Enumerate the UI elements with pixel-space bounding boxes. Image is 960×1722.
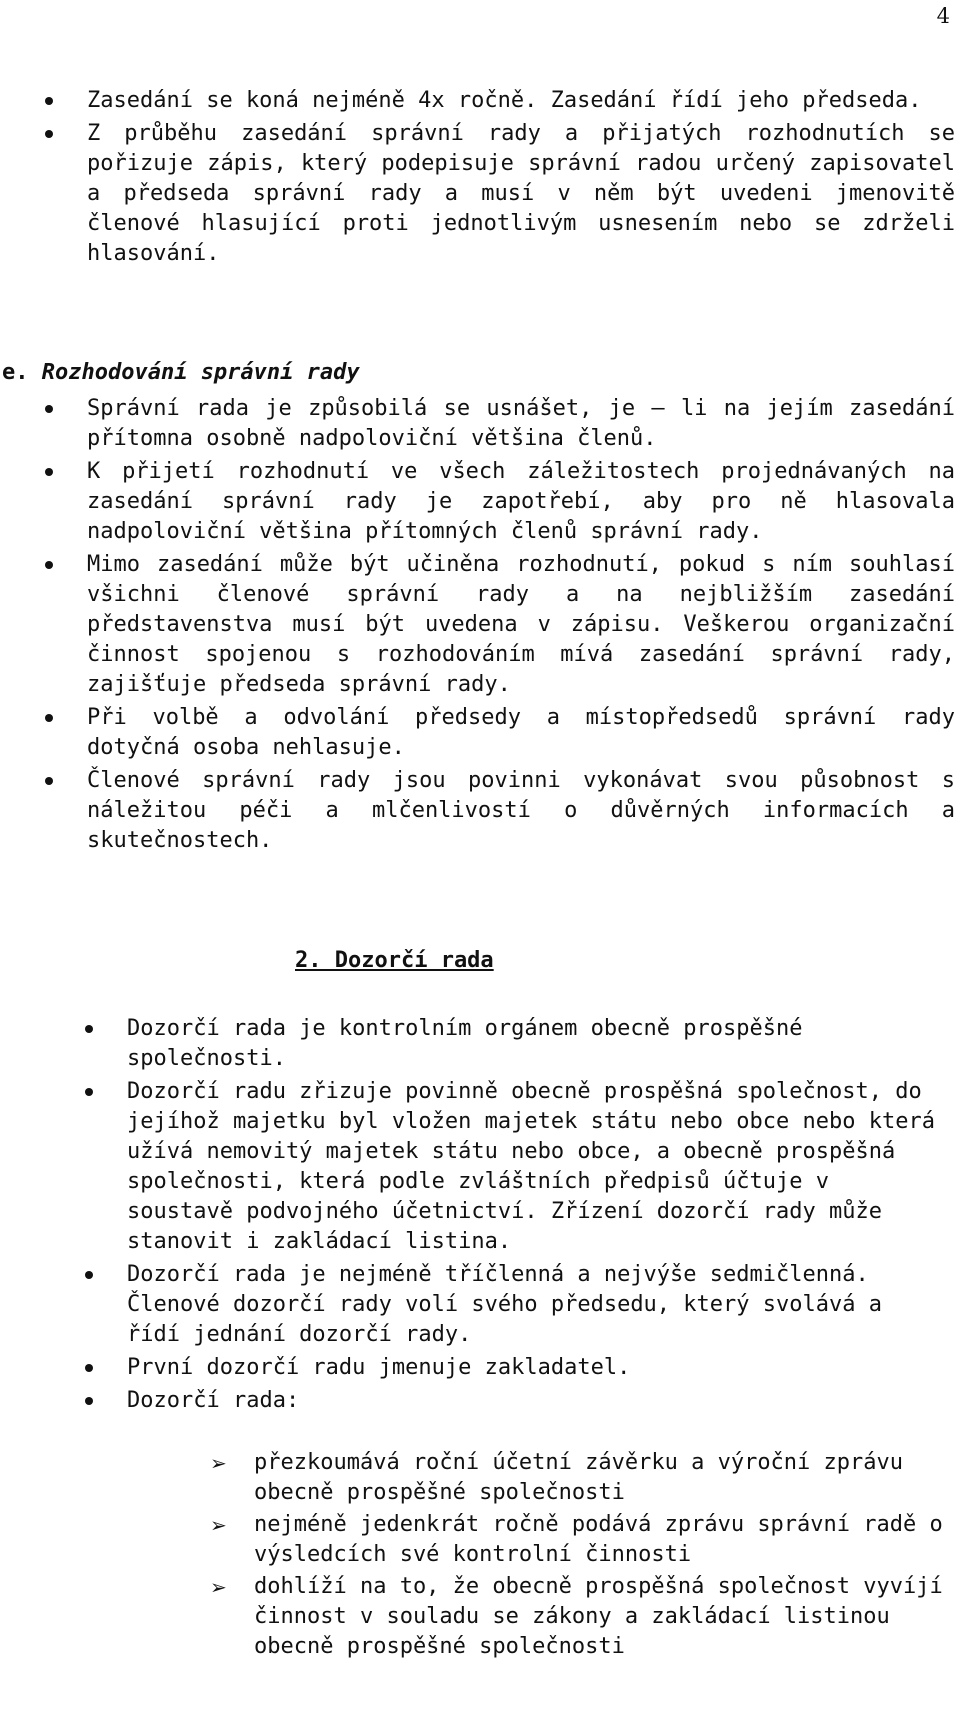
bullet-icon <box>45 561 53 569</box>
list-item <box>87 86 955 116</box>
section-e-list <box>87 394 955 859</box>
section-e-title: Rozhodování správní rady <box>41 360 360 385</box>
arrow-bullet-icon: ➢ <box>210 1575 227 1599</box>
list-item-text: Členové správní rady jsou povinni vykonávat svou působnost s náležitou péči a mlčenlivostí o důvěrných informacích a skutečnostech. <box>87 768 955 853</box>
bullet-icon <box>45 97 53 105</box>
list-item <box>87 550 955 700</box>
list-item-text: Dozorčí rada je kontrolním orgánem obecně prospěšné společnosti. <box>127 1016 803 1071</box>
list-item <box>127 1353 935 1383</box>
bullet-icon <box>45 777 53 785</box>
list-item <box>87 119 955 269</box>
list-item <box>87 703 955 763</box>
list-item <box>127 1077 935 1257</box>
list-item-text: Správní rada je způsobilá se usnášet, je – li na jejím zasedání přítomna osobně nadpoloviční většina členů. <box>87 396 955 451</box>
section-d-list <box>87 86 955 272</box>
arrow-bullet-icon: ➢ <box>210 1451 227 1475</box>
list-item-text: K přijetí rozhodnutí ve všech záležitostech projednávaných na zasedání správní rady je zapotřebí, aby pro ně hlasovala nadpoloviční většina přítomných členů správní rady. <box>87 459 955 544</box>
section-2-sublist <box>210 1448 954 1664</box>
list-item-text: Dozorčí rada: <box>127 1388 300 1413</box>
list-item <box>127 1260 935 1350</box>
list-item <box>87 457 955 547</box>
bullet-icon <box>45 130 53 138</box>
list-item-text: Zasedání se koná nejméně 4x ročně. Zasedání řídí jeho předseda. <box>87 88 922 113</box>
bullet-icon <box>45 405 53 413</box>
list-item <box>127 1014 935 1074</box>
bullet-icon <box>85 1397 93 1405</box>
list-item <box>87 766 955 856</box>
bullet-icon <box>85 1364 93 1372</box>
bullet-icon <box>45 714 53 722</box>
page-number: 4 <box>936 4 950 28</box>
bullet-icon <box>85 1025 93 1033</box>
section-e-heading <box>2 358 360 388</box>
sub-list-item <box>210 1448 954 1508</box>
sub-list-item-text: přezkoumává roční účetní závěrku a výroční zprávu obecně prospěšné společnosti <box>254 1450 904 1505</box>
list-item <box>87 394 955 454</box>
list-item <box>127 1386 935 1416</box>
bullet-icon <box>85 1271 93 1279</box>
sub-list-item-text: dohlíží na to, že obecně prospěšná společnost vyvíjí činnost v souladu se zákony a zakládací listinou obecně prospěšné společnosti <box>254 1574 943 1659</box>
sub-list-item <box>210 1510 954 1570</box>
bullet-icon <box>85 1088 93 1096</box>
arrow-bullet-icon: ➢ <box>210 1513 227 1537</box>
list-item-text: Z průběhu zasedání správní rady a přijatých rozhodnutích se pořizuje zápis, který podepisuje správní radou určený zapisovatel a předseda správní rady a musí v něm být uvedeni jmenovitě členové hlasující proti jednotlivým usnesením nebo se zdrželi hlasování. <box>87 121 955 266</box>
section-e-label: e. <box>2 360 29 385</box>
list-item-text: První dozorčí radu jmenuje zakladatel. <box>127 1355 631 1380</box>
sub-list-item <box>210 1572 954 1662</box>
list-item-text: Dozorčí rada je nejméně tříčlenná a nejvýše sedmičlenná. Členové dozorčí rady volí svého předsedu, který svolává a řídí jednání dozorčí rady. <box>127 1262 882 1347</box>
section-2-list <box>127 1014 935 1419</box>
bullet-icon <box>45 468 53 476</box>
list-item-text: Dozorčí radu zřizuje povinně obecně prospěšná společnost, do jejíhož majetku byl vložen majetek státu nebo obce nebo která užívá nemovitý majetek státu nebo obce, a obecně prospěšná společnosti, která podle zvláštních předpisů účtuje v soustavě podvojného účetnictví. Zřízení dozorčí rady může stanovit i zakládací listina. <box>127 1079 935 1254</box>
sub-list-item-text: nejméně jedenkrát ročně podává zprávu správní radě o výsledcích své kontrolní činnosti <box>254 1512 943 1567</box>
list-item-text: Při volbě a odvolání předsedy a místopředsedů správní rady dotyčná osoba nehlasuje. <box>87 705 955 760</box>
section-2-heading: 2. Dozorčí rada <box>295 948 494 973</box>
list-item-text: Mimo zasedání může být učiněna rozhodnutí, pokud s ním souhlasí všichni členové správní rady a na nejbližším zasedání představenstva musí být uvedena v zápisu. Veškerou organizační činnost spojenou s rozhodováním mívá zasedání správní rady, zajišťuje předseda správní rady. <box>87 552 955 697</box>
